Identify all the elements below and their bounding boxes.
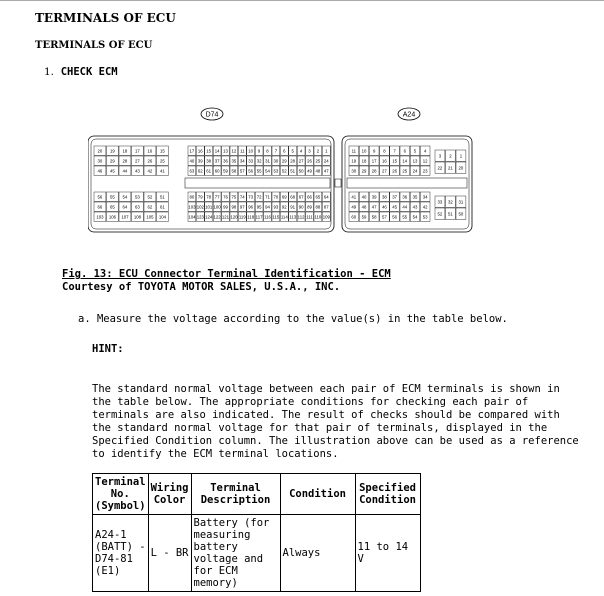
d74-bottom-pin-label: 123 xyxy=(196,214,204,220)
a24-bottom-pin-label: 54 xyxy=(412,214,418,220)
figure-title: Fig. 13: ECU Connector Terminal Identification - ECM xyxy=(62,268,391,280)
a24-top-pin-label: 26 xyxy=(392,168,397,174)
a24-small-top-pin-label: 22 xyxy=(437,165,443,171)
hint-line: Specified Condition column. The illustration above can be used as a reference xyxy=(92,435,579,447)
d74-block-a-pin-label: 41 xyxy=(160,168,165,174)
d74-top-pin-label: 55 xyxy=(256,168,262,174)
d74-block-a-pin-label: 18 xyxy=(122,148,128,154)
d74-top-pin-label: 11 xyxy=(240,148,245,154)
d74-block-b-pin-label: 108 xyxy=(133,214,142,220)
d74-block-b-pin-label: 62 xyxy=(147,204,153,210)
page-title: TERMINALS OF ECU xyxy=(35,11,176,25)
a24-small-top-pin-label: 20 xyxy=(458,165,464,171)
d74-top-pin-label: 63 xyxy=(189,168,195,174)
d74-top-pin-label: 1 xyxy=(325,148,328,154)
d74-block-a-pin-label: 46 xyxy=(97,168,103,174)
a24-top-pin-label: 11 xyxy=(351,148,357,154)
d74-bottom-pin-label: 67 xyxy=(298,194,304,200)
a24-top-pin-label: 28 xyxy=(371,168,377,174)
a24-top-pin-label: 30 xyxy=(351,168,357,174)
d74-block-a-pin-label: 29 xyxy=(110,158,115,164)
a24-top-pin-label: 13 xyxy=(412,158,418,164)
d74-top-pin-label: 48 xyxy=(315,168,321,174)
a24-bottom-pin-label: 56 xyxy=(392,214,397,220)
a24-bottom-pin-label: 41 xyxy=(351,194,357,200)
d74-top-pin-label: 32 xyxy=(256,158,262,164)
a24-bottom-pin-label: 46 xyxy=(382,204,387,210)
hint-line: The standard normal voltage between each pair of ECM terminals is shown in xyxy=(92,383,560,395)
a24-top-pin-label: 6 xyxy=(403,148,406,154)
d74-bottom-pin-label: 71 xyxy=(265,194,270,200)
d74-bottom-pin-label: 116 xyxy=(264,214,271,220)
d74-block-a-pin-label: 15 xyxy=(160,148,165,154)
d74-top-pin-label: 12 xyxy=(231,148,237,154)
connector-label-d74: D74 xyxy=(205,111,219,119)
d74-bottom-pin-label: 115 xyxy=(272,214,280,220)
d74-top-pin-label: 28 xyxy=(290,158,296,164)
ecu-connector-diagram xyxy=(88,104,473,236)
d74-block-a-pin-label: 42 xyxy=(147,168,153,174)
d74-top-pin-label: 16 xyxy=(197,148,203,154)
d74-bottom-pin-label: 77 xyxy=(214,194,220,200)
a24-top-pin-label: 17 xyxy=(371,158,377,164)
a24-top-pin-label: 4 xyxy=(424,148,427,154)
d74-bottom-pin-label: 118 xyxy=(247,214,255,220)
a24-top-pin-label: 12 xyxy=(422,158,428,164)
d74-top-pin-label: 27 xyxy=(298,158,304,164)
table-row xyxy=(93,515,421,592)
d74-bottom-pin-label: 119 xyxy=(238,214,246,220)
d74-bottom-pin-label: 94 xyxy=(265,204,270,210)
section-title: TERMINALS OF ECU xyxy=(35,40,153,51)
d74-bottom-pin-label: 114 xyxy=(280,214,288,220)
d74-bottom-pin-label: 98 xyxy=(231,204,237,210)
d74-top-pin-label: 38 xyxy=(206,158,212,164)
d74-top-pin-label: 37 xyxy=(214,158,220,164)
a24-small-top-pin-label: 3 xyxy=(438,153,442,159)
a24-bottom-pin-label: 47 xyxy=(371,204,377,210)
d74-top-pin-label: 53 xyxy=(273,168,279,174)
d74-bottom-pin-label: 103 xyxy=(188,204,196,210)
a24-top-pin-label: 27 xyxy=(382,168,387,174)
d74-top-pin-label: 36 xyxy=(223,158,228,164)
hint-label: HINT: xyxy=(92,343,124,355)
d74-block-a-pin-label: 19 xyxy=(110,148,115,154)
d74-top-pin-label: 35 xyxy=(231,158,237,164)
a24-small-bottom-pin-label: 50 xyxy=(458,211,464,217)
d74-latch xyxy=(185,178,330,188)
hint-line: the standard normal voltage for that pair of terminals, displayed in the xyxy=(92,422,548,434)
a24-top-pin-label: 9 xyxy=(373,148,376,154)
d74-top-pin-label: 26 xyxy=(307,158,312,164)
d74-block-b-pin-label: 107 xyxy=(121,214,129,220)
a24-bottom-pin-label: 49 xyxy=(351,204,357,210)
d74-top-pin-label: 13 xyxy=(223,148,228,154)
a24-small-bottom-pin-label: 52 xyxy=(437,211,443,217)
d74-top-pin-label: 54 xyxy=(265,168,270,174)
d74-block-b-pin-label: 65 xyxy=(110,204,115,210)
d74-block-a-pin-label: 26 xyxy=(147,158,153,164)
step-number: 1. xyxy=(44,66,55,78)
a24-small-top-pin-label: 2 xyxy=(449,153,452,159)
a24-bottom-pin-label: 57 xyxy=(382,214,387,220)
d74-bottom-pin-label: 78 xyxy=(206,194,212,200)
d74-bottom-pin-label: 104 xyxy=(188,214,196,220)
d74-bottom-pin-label: 113 xyxy=(289,214,297,220)
d74-bottom-pin-label: 96 xyxy=(248,204,254,210)
a24-top-pin-label: 5 xyxy=(413,148,417,154)
a24-bottom-pin-label: 45 xyxy=(392,204,397,210)
d74-bottom-pin-label: 102 xyxy=(196,204,204,210)
a24-bottom-pin-label: 48 xyxy=(361,204,367,210)
d74-top-pin-label: 14 xyxy=(214,148,220,154)
d74-bottom-pin-label: 97 xyxy=(239,204,245,210)
a24-bottom-pin-label: 39 xyxy=(371,194,377,200)
d74-top-pin-label: 40 xyxy=(189,158,195,164)
d74-bottom-pin-label: 122 xyxy=(213,214,221,220)
d74-bottom-pin-label: 100 xyxy=(213,204,221,210)
d74-bottom-pin-label: 88 xyxy=(315,204,321,210)
d74-block-a-pin-label: 28 xyxy=(122,158,128,164)
d74-block-a-pin-label: 20 xyxy=(97,148,103,154)
d74-bottom-pin-label: 75 xyxy=(231,194,237,200)
a24-bottom-pin-label: 44 xyxy=(402,204,408,210)
cell-description: Battery (for measuring battery voltage and for ECM memory) xyxy=(191,515,280,592)
d74-top-pin-label: 33 xyxy=(248,158,254,164)
d74-block-a-pin-label: 44 xyxy=(122,168,128,174)
d74-top-pin-label: 25 xyxy=(315,158,321,164)
d74-block-b-pin-label: 56 xyxy=(97,194,103,200)
a24-bottom-pin-label: 36 xyxy=(402,194,408,200)
a24-top-pin-label: 7 xyxy=(393,148,396,154)
d74-bottom-pin-label: 90 xyxy=(298,204,304,210)
d74-bottom-pin-label: 121 xyxy=(221,214,230,220)
d74-block-b-pin-label: 52 xyxy=(147,194,153,200)
a24-bottom-pin-label: 34 xyxy=(422,194,428,200)
d74-top-pin-label: 34 xyxy=(239,158,245,164)
a24-small-top-pin-label: 21 xyxy=(448,165,453,171)
d74-bottom-pin-label: 99 xyxy=(223,204,228,210)
a24-bottom-pin-label: 59 xyxy=(361,214,367,220)
d74-top-pin-label: 58 xyxy=(231,168,237,174)
a24-bottom-pin-label: 38 xyxy=(382,194,387,200)
d74-block-a-pin-label: 27 xyxy=(135,158,140,164)
d74-bottom-pin-label: 93 xyxy=(273,204,279,210)
a24-bottom-pin-label: 43 xyxy=(412,204,418,210)
d74-top-pin-label: 60 xyxy=(214,168,220,174)
hint-paragraph xyxy=(92,370,579,474)
header-description: Terminal Description xyxy=(191,474,280,515)
d74-top-pin-label: 9 xyxy=(257,148,261,154)
d74-block-b-pin-label: 105 xyxy=(146,214,154,220)
step-label: CHECK ECM xyxy=(60,66,118,78)
voltage-table xyxy=(92,473,421,592)
d74-top-pin-label: 7 xyxy=(274,148,278,154)
step-heading xyxy=(44,66,118,78)
d74-top-pin-label: 62 xyxy=(197,168,203,174)
header-terminal: Terminal No. (Symbol) xyxy=(93,474,149,515)
d74-bottom-pin-label: 120 xyxy=(230,214,238,220)
d74-block-a-pin-label: 45 xyxy=(110,168,115,174)
d74-bottom-pin-label: 124 xyxy=(205,214,213,220)
d74-bottom-pin-label: 80 xyxy=(189,194,195,200)
cell-specified: 11 to 14 V xyxy=(355,515,420,592)
d74-bottom-pin-label: 79 xyxy=(197,194,203,200)
d74-block-b-pin-label: 55 xyxy=(110,194,115,200)
a24-bottom-pin-label: 53 xyxy=(422,214,428,220)
cell-terminal: A24-1 (BATT) - D74-81 (E1) xyxy=(93,515,149,592)
d74-block-a-pin-label: 30 xyxy=(97,158,103,164)
a24-bottom-pin-label: 40 xyxy=(361,194,367,200)
d74-top-pin-label: 15 xyxy=(206,148,212,154)
d74-top-pin-label: 3 xyxy=(308,148,311,154)
d74-top-pin-label: 29 xyxy=(281,158,287,164)
hint-line: the table below. The appropriate conditions for checking each pair of xyxy=(92,396,529,408)
d74-block-b-pin-label: 106 xyxy=(108,214,117,220)
d74-block-b-pin-label: 64 xyxy=(122,204,128,210)
d74-bottom-pin-label: 66 xyxy=(307,194,312,200)
a24-bottom-pin-label: 37 xyxy=(392,194,397,200)
header-specified: Specified Condition xyxy=(355,474,420,515)
a24-top-pin-label: 23 xyxy=(422,168,428,174)
a24-top-pin-label: 14 xyxy=(402,158,408,164)
cell-wiring: L - BR xyxy=(148,515,191,592)
d74-block-b-pin-label: 104 xyxy=(158,214,167,220)
d74-bottom-pin-label: 72 xyxy=(256,194,262,200)
d74-bottom-pin-label: 64 xyxy=(323,194,329,200)
d74-top-pin-label: 47 xyxy=(323,168,329,174)
d74-block-a-pin-label: 25 xyxy=(160,158,165,164)
d74-top-pin-label: 51 xyxy=(290,168,296,174)
a24-bottom-pin-label: 55 xyxy=(402,214,408,220)
d74-bottom-pin-label: 101 xyxy=(205,204,213,210)
d74-bottom-pin-label: 70 xyxy=(273,194,279,200)
top-rule xyxy=(0,0,604,1)
d74-bottom-pin-label: 68 xyxy=(290,194,296,200)
a24-small-bottom-pin-label: 33 xyxy=(437,199,443,205)
d74-top-pin-label: 61 xyxy=(206,168,212,174)
figure-courtesy: Courtesy of TOYOTA MOTOR SALES, U.S.A., INC. xyxy=(62,281,341,293)
d74-block-a-pin-label: 16 xyxy=(147,148,153,154)
d74-block-a-pin-label: 17 xyxy=(135,148,140,154)
d74-top-pin-label: 8 xyxy=(266,148,269,154)
d74-block-b-pin-label: 66 xyxy=(97,204,103,210)
a24-small-bottom-pin-label: 51 xyxy=(448,211,453,217)
hint-line: terminals are also indicated. The result of checks should be compared with xyxy=(92,409,560,421)
a24-bottom-pin-label: 58 xyxy=(371,214,377,220)
a24-top-pin-label: 10 xyxy=(361,148,367,154)
instruction-text: a. Measure the voltage according to the value(s) in the table below. xyxy=(78,313,508,325)
d74-top-pin-label: 31 xyxy=(265,158,270,164)
center-key xyxy=(335,179,341,187)
a24-top-pin-label: 24 xyxy=(412,168,418,174)
d74-top-pin-label: 17 xyxy=(189,148,195,154)
d74-block-b-pin-label: 61 xyxy=(160,204,165,210)
d74-bottom-pin-label: 110 xyxy=(314,214,322,220)
a24-small-bottom-pin-label: 31 xyxy=(458,199,464,205)
d74-block-b-pin-label: 51 xyxy=(160,194,165,200)
a24-top-pin-label: 25 xyxy=(402,168,408,174)
header-condition: Condition xyxy=(280,474,355,515)
hint-line: to identify the ECM terminal locations. xyxy=(92,448,339,460)
d74-bottom-pin-label: 109 xyxy=(322,214,330,220)
d74-top-pin-label: 50 xyxy=(298,168,304,174)
a24-small-top-pin-label: 1 xyxy=(459,153,463,159)
a24-bottom-pin-label: 60 xyxy=(351,214,357,220)
d74-block-b-pin-label: 63 xyxy=(135,204,140,210)
d74-bottom-pin-label: 87 xyxy=(323,204,329,210)
d74-top-pin-label: 59 xyxy=(223,168,228,174)
a24-top-pin-label: 15 xyxy=(392,158,397,164)
d74-bottom-pin-label: 117 xyxy=(255,214,263,220)
a24-bottom-pin-label: 35 xyxy=(412,194,418,200)
d74-top-pin-label: 4 xyxy=(299,148,303,154)
d74-top-pin-label: 6 xyxy=(283,148,286,154)
d74-bottom-pin-label: 92 xyxy=(281,204,287,210)
d74-top-pin-label: 5 xyxy=(291,148,294,154)
d74-bottom-pin-label: 89 xyxy=(307,204,312,210)
d74-block-b-pin-label: 103 xyxy=(96,214,104,220)
d74-top-pin-label: 52 xyxy=(281,168,287,174)
a24-bottom-pin-label: 42 xyxy=(422,204,428,210)
d74-bottom-pin-label: 74 xyxy=(239,194,245,200)
d74-block-b-pin-label: 53 xyxy=(135,194,140,200)
d74-block-b-pin-label: 54 xyxy=(122,194,128,200)
d74-top-pin-label: 10 xyxy=(248,148,254,154)
d74-top-pin-label: 24 xyxy=(323,158,329,164)
d74-top-pin-label: 2 xyxy=(316,148,320,154)
a24-top-pin-label: 29 xyxy=(361,168,367,174)
a24-latch xyxy=(347,178,467,188)
table-header-row xyxy=(93,474,421,515)
d74-bottom-pin-label: 73 xyxy=(248,194,254,200)
d74-bottom-pin-label: 91 xyxy=(290,204,296,210)
d74-top-pin-label: 49 xyxy=(307,168,312,174)
connector-label-a24: A24 xyxy=(402,111,416,119)
a24-top-pin-label: 8 xyxy=(383,148,386,154)
d74-bottom-pin-label: 76 xyxy=(223,194,228,200)
d74-block-a-pin-label: 43 xyxy=(135,168,140,174)
d74-top-pin-label: 30 xyxy=(273,158,279,164)
header-wiring: Wiring Color xyxy=(148,474,191,515)
cell-condition: Always xyxy=(280,515,355,592)
a24-top-pin-label: 19 xyxy=(351,158,357,164)
a24-top-pin-label: 18 xyxy=(361,158,367,164)
d74-bottom-pin-label: 95 xyxy=(256,204,262,210)
d74-bottom-pin-label: 69 xyxy=(281,194,287,200)
d74-bottom-pin-label: 65 xyxy=(315,194,321,200)
figure-caption xyxy=(62,268,391,294)
d74-top-pin-label: 57 xyxy=(239,168,245,174)
d74-bottom-pin-label: 111 xyxy=(306,214,313,220)
d74-bottom-pin-label: 112 xyxy=(297,214,305,220)
d74-top-pin-label: 56 xyxy=(248,168,254,174)
a24-top-pin-label: 16 xyxy=(382,158,387,164)
a24-small-bottom-pin-label: 32 xyxy=(448,199,453,205)
d74-top-pin-label: 39 xyxy=(197,158,203,164)
